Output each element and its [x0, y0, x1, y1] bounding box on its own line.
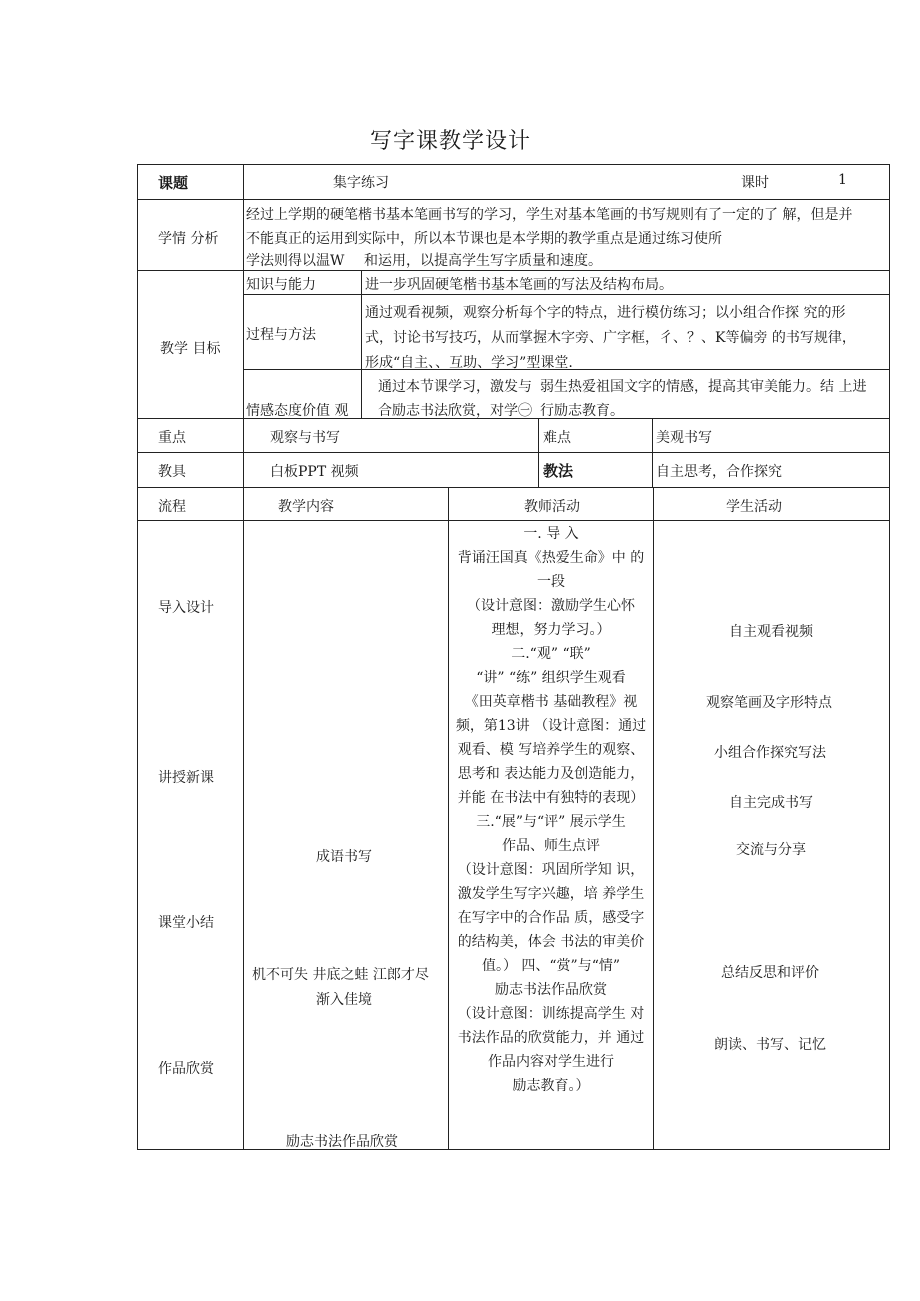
teacher-line: 思考和 表达能力及创造能力， [457, 766, 645, 782]
student-header: 学生活动 [726, 499, 782, 515]
teacher-line: 三.“展”与“评” 展示学生 [476, 814, 626, 830]
analysis-text: 经过上学期的硬笔楷书基本笔画书写的学习，学生对基本笔画的书写规则有了一定的了 解，但是并 [246, 207, 853, 223]
content-header: 教学内容 [278, 499, 334, 515]
student-item: 总结反思和评价 [721, 965, 819, 981]
method-value: 自主思考，合作探究 [656, 464, 782, 480]
topic-value: 集字练习 [333, 175, 389, 191]
tools-value: 白板PPT 视频 [270, 464, 359, 480]
teacher-line: “讲” “练” 组织学生观看 [476, 670, 626, 686]
process-text: 形成“自主、、互助、学习”型课堂. [365, 355, 573, 371]
emotion-text: 通过本节课学习，激发与 [378, 379, 532, 395]
emotion-label: 情感态度价值 观 [246, 403, 349, 419]
emotion-text: 合励志书法欣赏，对学㊀ [378, 403, 532, 419]
process-label: 过程与方法 [246, 327, 316, 343]
analysis-text: 学法则得以温W [246, 253, 345, 269]
difficulty-value: 美观书写 [656, 430, 712, 446]
teacher-line: 一段 [537, 574, 565, 590]
key-value: 观察与书写 [270, 430, 340, 446]
teacher-line: 激发学生写字兴趣，培 养学生 [457, 886, 645, 902]
period-label: 课时 [741, 175, 769, 191]
content-item: 励志书法作品欣赏 [286, 1134, 398, 1150]
topic-label: 课题 [158, 174, 189, 192]
analysis-label: 学情 分析 [158, 231, 219, 247]
teacher-line: 值。） 四、“赏”与“情” [481, 958, 621, 974]
stage-label: 课堂小结 [158, 915, 214, 931]
teacher-line: 作品内容对学生进行 [488, 1054, 614, 1070]
emotion-text: 行励志教育。 [540, 403, 624, 419]
stage-label: 作品欣赏 [158, 1061, 214, 1077]
student-item: 朗读、书写、记忆 [714, 1037, 826, 1053]
stage-label: 讲授新课 [158, 770, 214, 786]
teacher-activity [450, 522, 652, 1098]
teacher-line: 并能 在书法中有独特的表现） [457, 790, 645, 806]
teacher-line: （设计意图：训练提高学生 对 [457, 1006, 645, 1022]
analysis-text: 和运用，以提高学生写字质量和速度。 [364, 253, 602, 269]
process-text: 通过观看视频，观察分析每个字的特点，进行模仿练习；以小组合作探 究的形 [365, 305, 846, 321]
teacher-line: 《田英章楷书 基础教程》视 [464, 694, 638, 710]
tools-label: 教具 [158, 464, 186, 480]
student-item: 小组合作探究写法 [714, 745, 826, 761]
goals-label: 教学 目标 [160, 341, 221, 357]
teacher-line: 在写字中的合作品 质，感受字 [457, 910, 645, 926]
key-label: 重点 [158, 430, 186, 446]
stage-label: 导入设计 [158, 600, 214, 616]
analysis-text: 不能真正的运用到实际中，所以本节课也是本学期的教学重点是通过练习使所 [246, 231, 722, 247]
emotion-text: 弱生热爱祖国文字的情感，提高其审美能力。结 上进 [540, 379, 867, 395]
teacher-line: 的结构美，体会 书法的审美价 [457, 934, 645, 950]
teacher-line: 观看、模 写培养学生的观察、 [457, 742, 645, 758]
teacher-line: 励志教育。） [512, 1078, 590, 1094]
page-title: 写字课教学设计 [370, 129, 532, 154]
teacher-line: 理想，努力学习。） [491, 622, 611, 638]
student-item: 自主完成书写 [729, 795, 813, 811]
knowledge-label: 知识与能力 [246, 277, 316, 293]
teacher-header: 教师活动 [524, 499, 580, 515]
content-item: 渐入佳境 [316, 992, 372, 1008]
teacher-line: （设计意图：激励学生心怀 [467, 598, 635, 614]
process-text: 式，讨论书写技巧，从而掌握木字旁、广字框，彳、？、K等偏旁 的书写规律， [365, 330, 856, 346]
student-item: 交流与分享 [736, 842, 806, 858]
student-item: 自主观看视频 [729, 624, 813, 640]
flow-header: 流程 [158, 499, 186, 515]
teacher-line: 二.“观” “联” [511, 646, 591, 662]
teacher-line: 一. 导 入 [523, 526, 579, 542]
teacher-line: 背诵汪国真《热爱生命》中 的 [457, 550, 645, 566]
teacher-line: 频，第13讲 （设计意图：通过 [455, 718, 647, 734]
student-item: 观察笔画及字形特点 [706, 695, 832, 711]
content-item: 成语书写 [316, 849, 372, 865]
teacher-line: （设计意图：巩固所学知 识， [457, 862, 645, 878]
difficulty-label: 难点 [543, 430, 571, 446]
method-label: 教法 [543, 462, 574, 480]
period-value: 1 [838, 172, 847, 188]
teacher-line: 励志书法作品欣赏 [495, 982, 607, 998]
teacher-line: 作品、师生点评 [502, 838, 600, 854]
content-item: 机不可失 井底之蛙 江郎才尽 [252, 967, 429, 983]
teacher-line: 书法作品的欣赏能力，并 通过 [457, 1030, 645, 1046]
knowledge-text: 进一步巩固硬笔楷书基本笔画的写法及结构布局。 [365, 277, 673, 293]
